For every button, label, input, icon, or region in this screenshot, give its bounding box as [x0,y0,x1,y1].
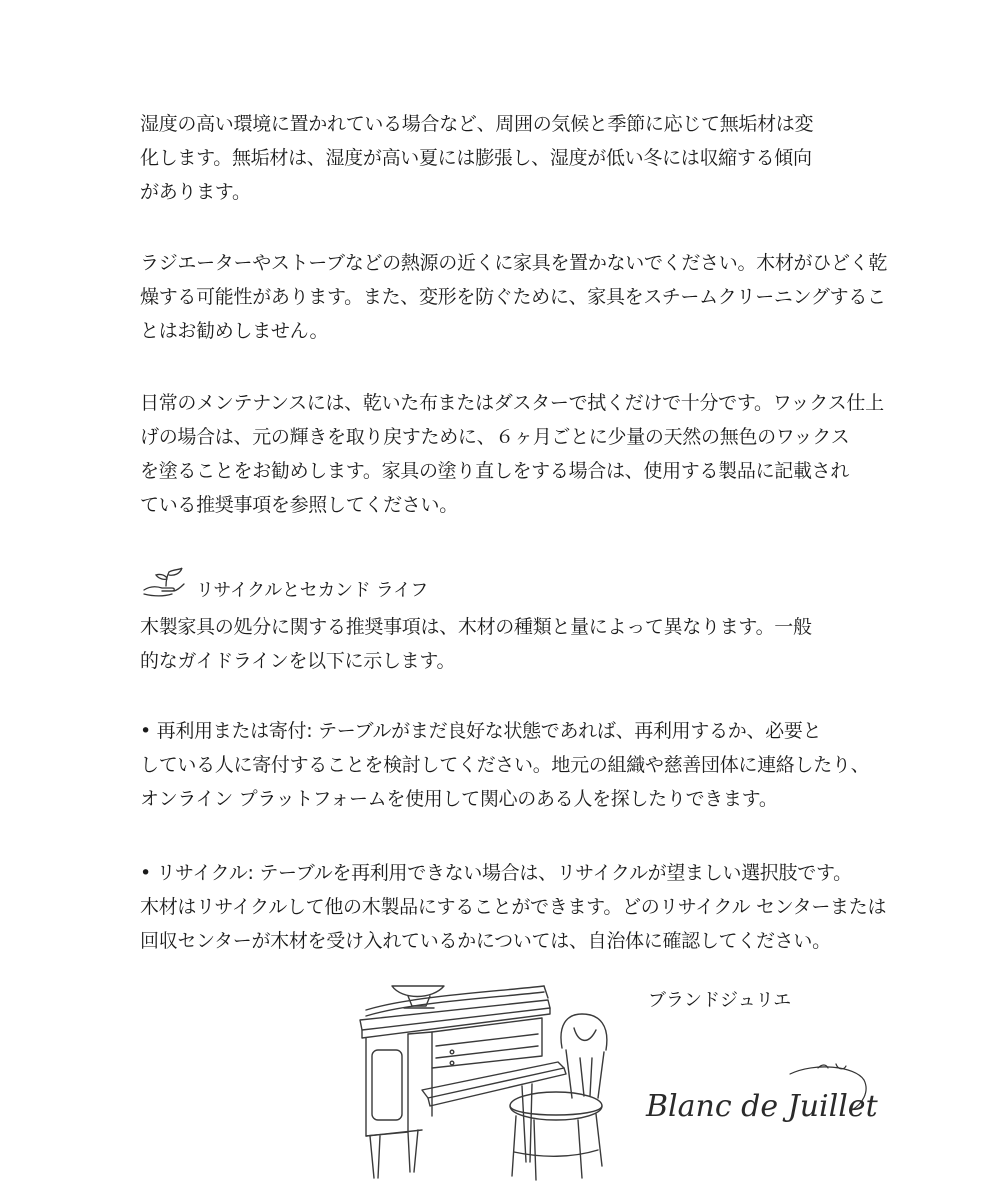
desk-and-chair-illustration [352,966,632,1188]
bullet-recycle [140,856,887,958]
paragraph-maintenance [140,386,884,522]
text-line: 湿度の高い環境に置かれている場合など、周囲の気候と季節に応じて無垢材は変 [140,113,814,135]
text-line: とはお勧めしません。 [140,320,329,342]
recycle-heading-label: リサイクルとセカンド ライフ [196,580,428,601]
recycle-section-heading [140,566,640,606]
text-line: 的なガイドラインを以下に示します。 [140,650,456,672]
paragraph-humidity [140,107,840,209]
hand-sprout-icon [142,566,186,600]
text-line: を塗ることをお勧めします。家具の塗り直しをする場合は、使用する製品に記載され [140,460,850,482]
bullet-reuse [140,714,870,816]
brand-logo [640,1060,880,1140]
logo-text: Blanc de Juillet [646,1089,878,1124]
brand-name-ja: ブランドジュリエ [648,990,792,1011]
text-line: 木製家具の処分に関する推奨事項は、木材の種類と量によって異なります。一般 [140,616,812,638]
text-line: している人に寄付することを検討してください。地元の組織や慈善団体に連絡したり、 [140,754,870,776]
text-line: 燥する可能性があります。また、変形を防ぐために、家具をスチームクリーニングするこ [140,286,886,308]
text-line: ている推奨事項を参照してください。 [140,494,458,516]
text-line: 日常のメンテナンスには、乾いた布またはダスターで拭くだけで十分です。ワックス仕上 [140,392,884,414]
recycle-intro [140,610,840,678]
text-line: 回収センターが木材を受け入れているかについては、自治体に確認してください。 [140,930,831,952]
text-line: オンライン プラットフォームを使用して関心のある人を探したりできます。 [140,788,778,810]
text-line: げの場合は、元の輝きを取り戻すために、６ヶ月ごとに少量の天然の無色のワックス [140,426,850,448]
paragraph-heat [140,246,888,348]
text-line: ラジエーターやストーブなどの熱源の近くに家具を置かないでください。木材がひどく乾 [140,252,888,274]
text-line: 木材はリサイクルして他の木製品にすることができます。どのリサイクル センターまたは [140,896,887,918]
text-line: があります。 [140,181,251,203]
text-line: • 再利用または寄付: テーブルがまだ良好な状態であれば、再利用するか、必要と [140,720,822,742]
text-line: 化します。無垢材は、湿度が高い夏には膨張し、湿度が低い冬には収縮する傾向 [140,147,812,169]
text-line: • リサイクル: テーブルを再利用できない場合は、リサイクルが望ましい選択肢です。 [140,862,852,884]
